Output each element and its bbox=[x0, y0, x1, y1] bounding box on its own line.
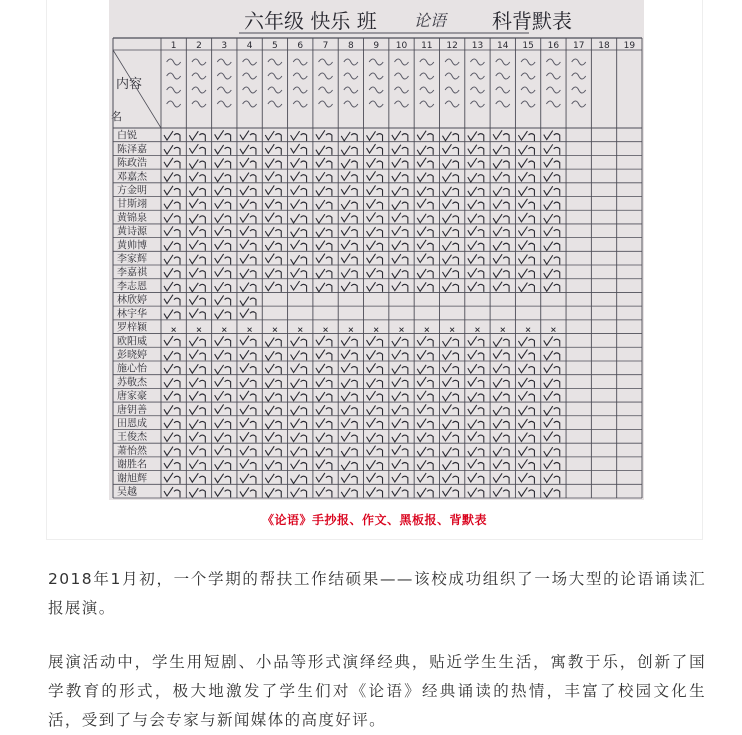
sheet-student-name: 唐钥善 bbox=[117, 404, 147, 416]
sheet-student-name: 林宇华 bbox=[117, 308, 147, 320]
sheet-column-number: 4 bbox=[246, 41, 253, 51]
sheet-column-number: 3 bbox=[221, 41, 228, 51]
sheet-column-number: 10 bbox=[395, 41, 408, 51]
sheet-column-number: 9 bbox=[373, 41, 380, 51]
sheet-column-number: 6 bbox=[297, 41, 304, 51]
sheet-column-number: 2 bbox=[196, 41, 202, 51]
sheet-student-name: 陈政浩 bbox=[117, 158, 147, 170]
sheet-student-name: 邓嘉杰 bbox=[117, 171, 147, 183]
sheet-student-name: 唐家豪 bbox=[117, 391, 147, 403]
sheet-column-number: 8 bbox=[348, 41, 354, 51]
sheet-title-subject: 论语 bbox=[414, 11, 447, 30]
sheet-student-name: 谢旭辉 bbox=[117, 473, 147, 485]
sheet-student-name: 谢胜名 bbox=[117, 459, 147, 471]
sheet-column-number: 17 bbox=[572, 41, 585, 51]
sheet-student-name: 黄锦泉 bbox=[117, 212, 147, 224]
sheet-student-name: 王俊杰 bbox=[117, 432, 147, 444]
sheet-student-name: 李志恩 bbox=[117, 281, 147, 293]
sheet-column-number: 15 bbox=[522, 41, 534, 51]
sheet-header-content: 内容 bbox=[116, 77, 143, 92]
sheet-student-name: 彭晓婷 bbox=[117, 349, 147, 361]
sheet-column-number: 13 bbox=[471, 41, 484, 51]
sheet-student-name: 田恩成 bbox=[117, 418, 147, 430]
figure-card bbox=[46, 0, 703, 540]
sheet-column-number: 5 bbox=[272, 41, 278, 51]
sheet-student-name: 林欣婷 bbox=[117, 295, 147, 307]
sheet-student-name: 陈泽嘉 bbox=[117, 144, 147, 156]
article-paragraph: 展演活动中，学生用短剧、小品等形式演绎经典，贴近学生生活，寓教于乐，创新了国学教育的形式，极大地激发了学生们对《论语》经典诵读的热情，丰富了校园文化生活，受到了与会专家与新闻媒体的高度好评。 bbox=[48, 653, 706, 729]
sheet-column-number: 18 bbox=[598, 41, 610, 51]
sheet-paper bbox=[109, 0, 644, 500]
sheet-column-number: 14 bbox=[497, 41, 509, 51]
sheet-student-name: 罗梓颖 bbox=[117, 322, 147, 334]
sheet-student-name: 萧怡然 bbox=[117, 445, 147, 457]
sheet-student-name: 白锐 bbox=[117, 130, 137, 142]
sheet-student-name: 李家辉 bbox=[117, 254, 147, 266]
figure-caption: 《论语》手抄报、作文、黑板报、背默表 bbox=[261, 513, 487, 527]
sheet-student-name: 黄诗源 bbox=[117, 226, 147, 238]
recitation-chart-photo bbox=[109, 0, 644, 500]
sheet-student-name: 方金明 bbox=[117, 185, 147, 197]
sheet-column-number: 19 bbox=[623, 41, 636, 51]
sheet-student-name: 施心怡 bbox=[117, 363, 147, 375]
sheet-student-name: 吴越 bbox=[117, 487, 137, 498]
sheet-column-number: 12 bbox=[446, 41, 458, 51]
sheet-column-number: 1 bbox=[170, 41, 177, 51]
article-paragraph: 2018年1月初，一个学期的帮扶工作结硕果——该校成功组织了一场大型的论语诵读汇报展演。 bbox=[48, 570, 706, 617]
sheet-title-right: 科背默表 bbox=[492, 9, 572, 33]
recitation-sheet bbox=[109, 0, 644, 500]
sheet-column-number: 7 bbox=[322, 41, 329, 51]
sheet-title-left: 六年级 快乐 班 bbox=[244, 9, 377, 33]
sheet-student-name: 欧阳威 bbox=[117, 336, 147, 348]
sheet-column-number: 11 bbox=[421, 41, 433, 51]
sheet-student-name: 甘斯翊 bbox=[117, 199, 147, 211]
sheet-student-name: 李嘉祺 bbox=[117, 267, 147, 279]
sheet-column-number: 16 bbox=[547, 41, 560, 51]
sheet-header-name: 名 bbox=[111, 110, 122, 123]
sheet-student-name: 苏敬杰 bbox=[117, 377, 147, 389]
sheet-student-name: 黄帅博 bbox=[117, 240, 147, 252]
